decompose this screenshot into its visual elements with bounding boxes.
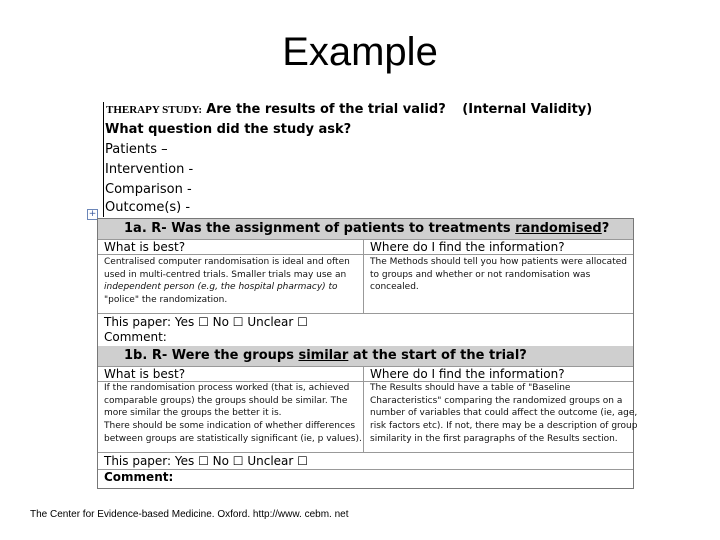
col-what-is-best-1b: What is best? [104,367,186,381]
section-1b-header: 1b. R- Were the groups similar at the start of the trial? [98,346,633,366]
worksheet-header [106,100,592,120]
section-1a-best-text: Centralised computer randomisation is ideal and often used in multi-centred trials. Smaller trials may use an independent person (e.g, the hospital pharmacy) to "police" the randomization. [104,257,350,306]
validity-question: Are the results of the trial valid? [206,102,446,117]
section-1b-comment: Comment: [104,470,174,484]
section-1a-comment: Comment: [104,330,167,344]
section-1b-comment-row [98,469,633,488]
outcome-line: Outcome(s) - [105,200,191,215]
col-what-is-best: What is best? [104,240,186,254]
section-1a-column-headers [98,239,633,254]
section-1a-this-paper-checkboxes[interactable]: This paper: Yes ☐ No ☐ Unclear ☐ [104,315,308,329]
therapy-study-label: THERAPY STUDY: [106,104,203,116]
section-1b-best-text: If the randomisation process worked (that is, achieved comparable groups) the groups should be similar. The more similar the groups the better it is. There should be some indication of whether differences between groups are statistically significant (ie, p values). [104,383,362,444]
col-where-find-info-1b: Where do I find the information? [370,367,565,381]
cursor-line [103,102,104,217]
intervention-line: Intervention - [105,162,194,177]
slide-footer-citation: The Center for Evidence-based Medicine. Oxford. http://www. cebm. net [30,509,349,520]
slide-title: Example [282,30,438,74]
section-1b-this-paper-checkboxes[interactable]: This paper: Yes ☐ No ☐ Unclear ☐ [104,454,308,468]
validity-type: (Internal Validity) [462,102,593,117]
section-1a-where-text: The Methods should tell you how patients were allocated to groups and whether or not randomisation was concealed. [370,257,627,293]
expand-table-icon[interactable]: + [88,209,97,219]
criteria-table [97,218,638,489]
comparison-line: Comparison - [105,182,192,197]
therapy-study-worksheet [88,100,638,488]
section-1b-where-text: The Results should have a table of "Baseline Characteristics" comparing the randomized groups on a number of variables that could affect the outcome (ie, age, risk factors etc). If not, there may be a description of group similarity in the first paragraphs of the Results section. [370,383,638,444]
section-1a-header: 1a. R- Was the assignment of patients to treatments randomised? [98,219,633,239]
section-1b-column-headers [98,366,633,381]
patients-line: Patients – [105,142,168,157]
col-where-find-info: Where do I find the information? [370,240,565,254]
study-question-line: What question did the study ask? [105,122,352,137]
